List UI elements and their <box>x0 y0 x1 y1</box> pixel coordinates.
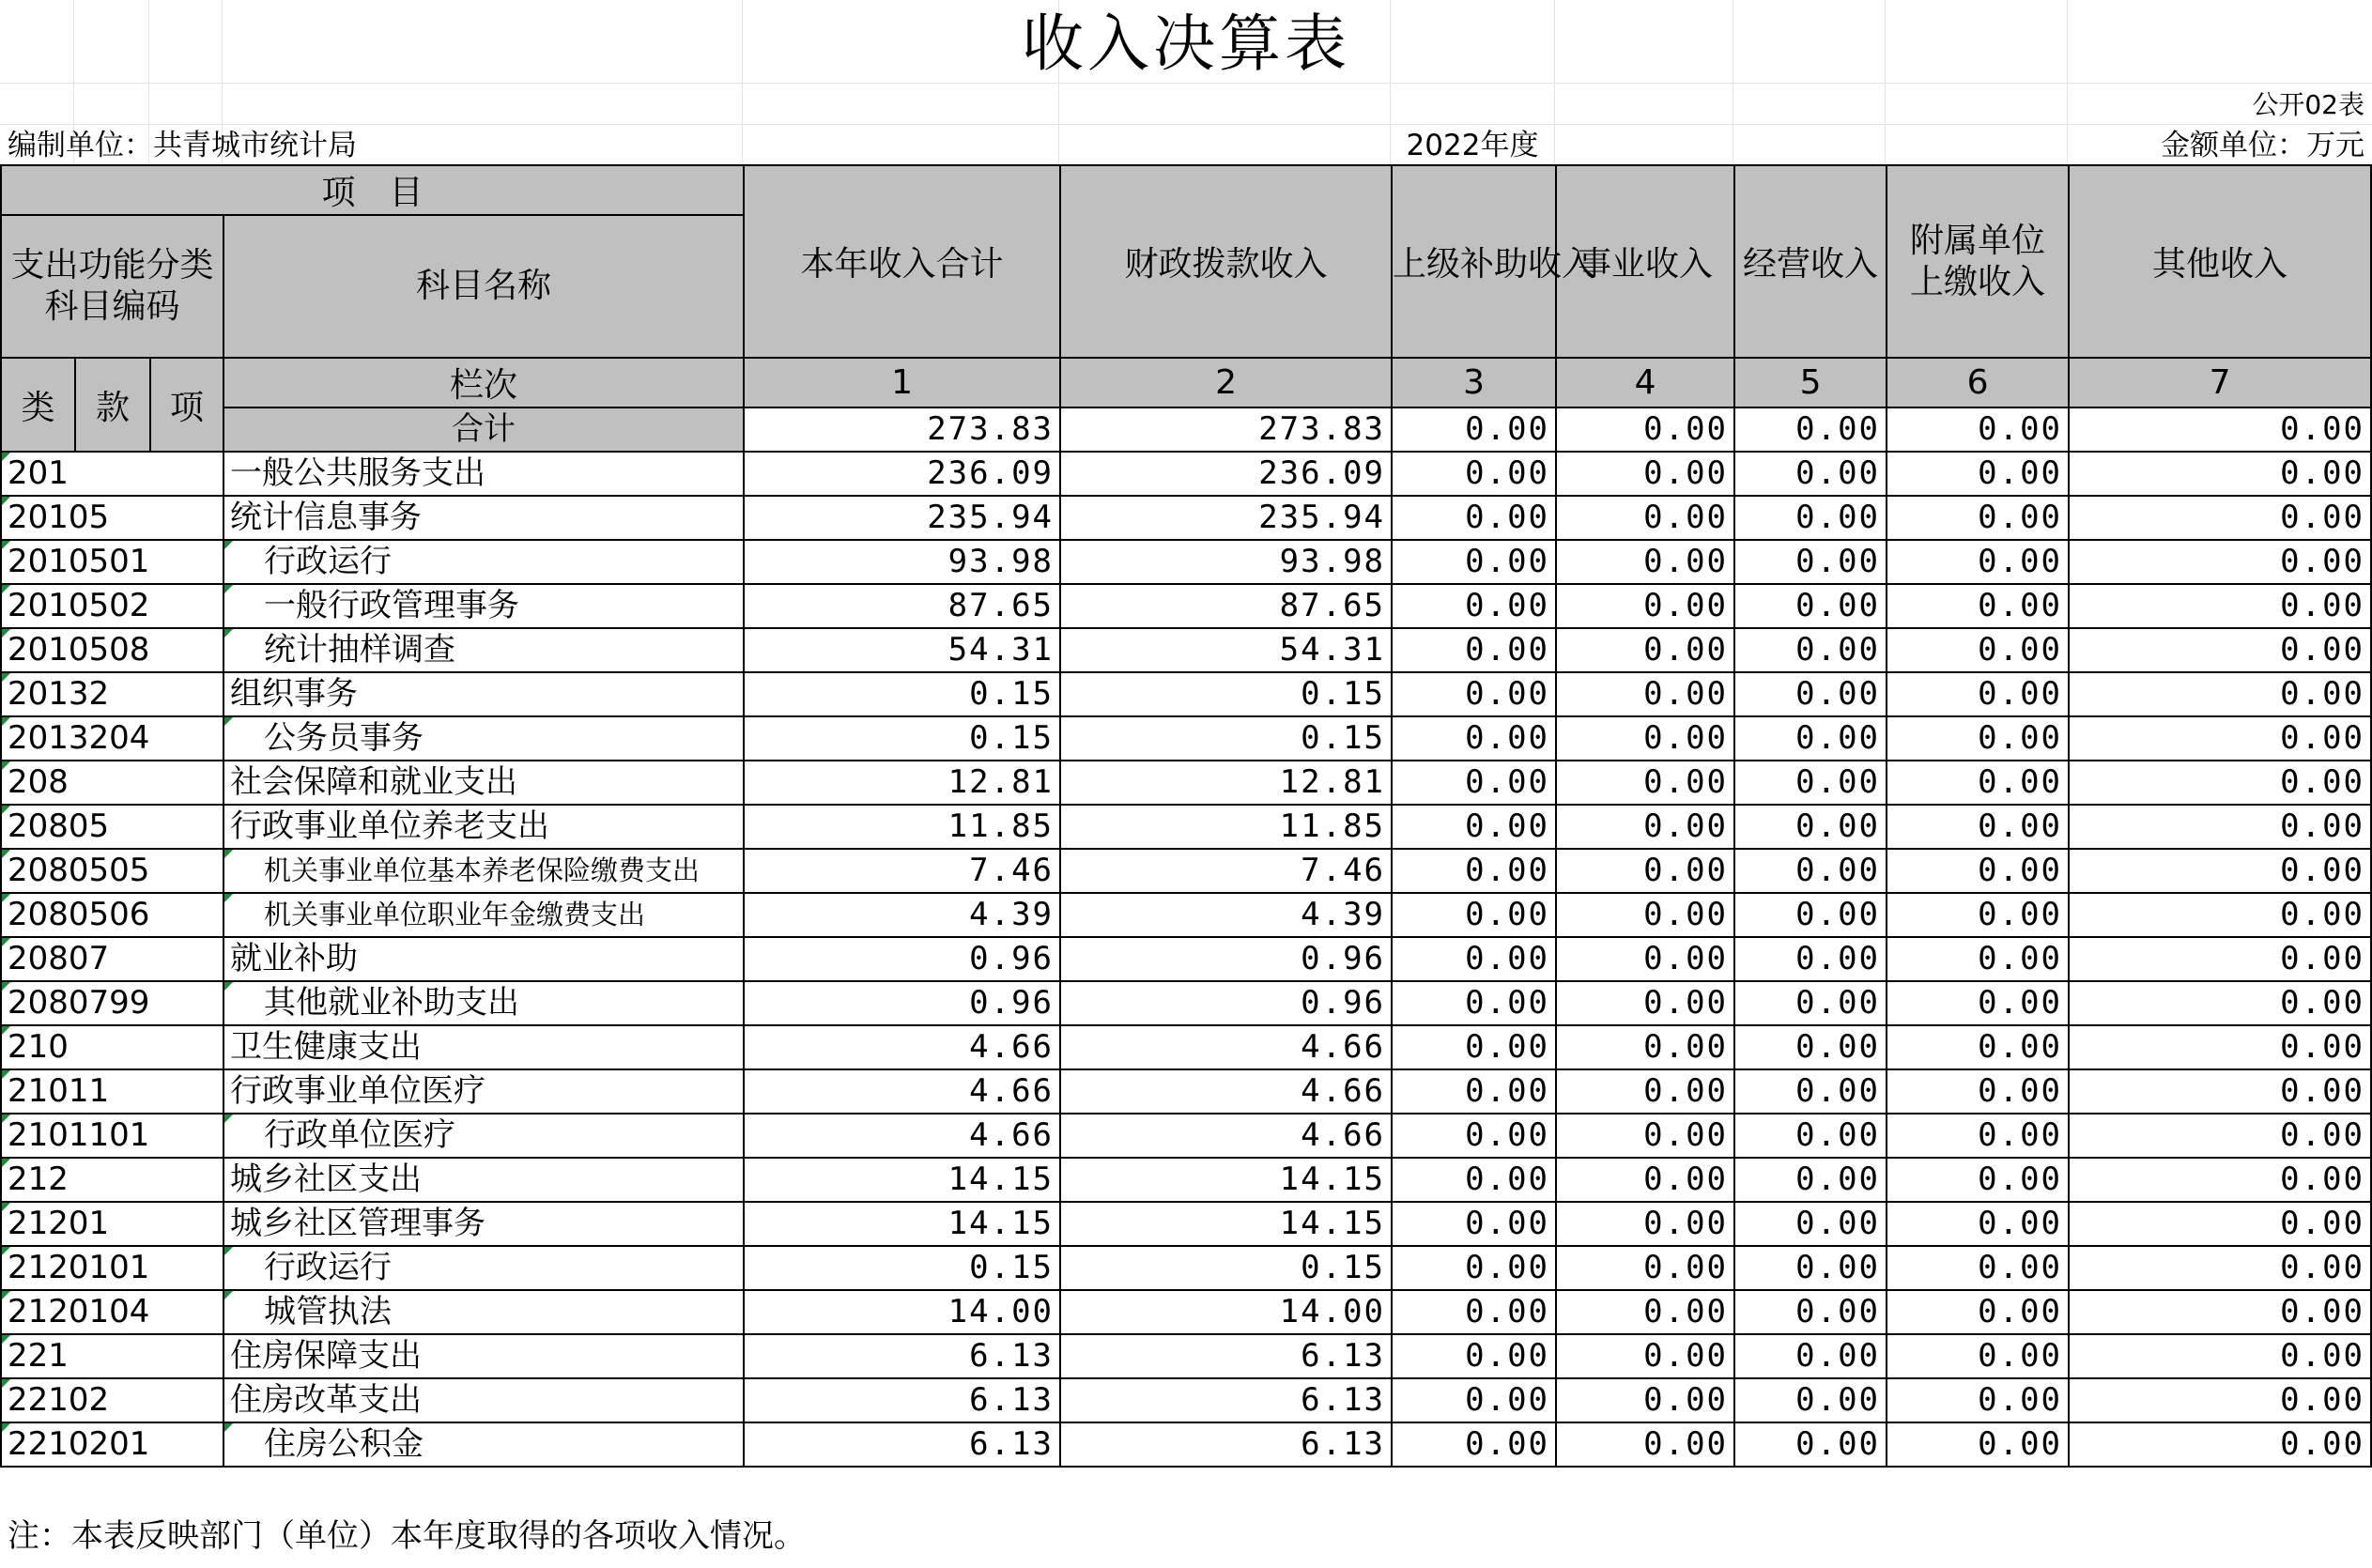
col-num-3: 3 <box>1392 358 1556 407</box>
row-value-col-4: 0.00 <box>1556 937 1734 981</box>
row-value-col-6: 0.00 <box>1887 1378 2069 1422</box>
row-value-col-1: 0.15 <box>744 1246 1060 1290</box>
row-code: 2010501 <box>1 540 223 584</box>
row-value-col-6: 0.00 <box>1887 672 2069 716</box>
row-value-col-2: 4.66 <box>1060 1025 1392 1069</box>
table-row <box>1 893 2371 937</box>
row-value-col-7: 0.00 <box>2069 805 2371 849</box>
row-value-col-1: 14.00 <box>744 1290 1060 1334</box>
header-lei: 类 <box>1 358 75 452</box>
row-subject-name: 卫生健康支出 <box>223 1025 744 1069</box>
row-value-col-5: 0.00 <box>1734 981 1887 1025</box>
row-value-col-7: 0.00 <box>2069 849 2371 893</box>
row-value-col-3: 0.00 <box>1392 1378 1556 1422</box>
table-row <box>1 452 2371 496</box>
row-value-col-6: 0.00 <box>1887 628 2069 672</box>
table-row <box>1 1246 2371 1290</box>
table-row <box>1 716 2371 761</box>
row-value-col-4: 0.00 <box>1556 805 1734 849</box>
row-subject-name: 组织事务 <box>223 672 744 716</box>
table-row <box>1 805 2371 849</box>
row-value-col-3: 0.00 <box>1392 496 1556 540</box>
row-subject-name: 统计信息事务 <box>223 496 744 540</box>
header-col-5: 经营收入 <box>1734 165 1887 358</box>
row-value-col-4: 0.00 <box>1556 981 1734 1025</box>
table-row <box>1 1158 2371 1202</box>
row-value-col-2: 12.81 <box>1060 761 1392 805</box>
row-code: 21201 <box>1 1202 223 1246</box>
row-value-col-2: 93.98 <box>1060 540 1392 584</box>
row-value-col-3: 0.00 <box>1392 540 1556 584</box>
row-value-col-7: 0.00 <box>2069 496 2371 540</box>
row-value-col-4: 0.00 <box>1556 452 1734 496</box>
header-xiang: 项 <box>150 358 223 452</box>
income-table <box>0 164 2372 1468</box>
row-subject-name: 机关事业单位基本养老保险缴费支出 <box>223 849 744 893</box>
row-code: 221 <box>1 1334 223 1378</box>
row-value-col-3: 0.00 <box>1392 1422 1556 1467</box>
table-body <box>1 452 2371 1467</box>
row-code: 20132 <box>1 672 223 716</box>
row-value-col-3: 0.00 <box>1392 716 1556 761</box>
row-value-col-1: 7.46 <box>744 849 1060 893</box>
row-value-col-6: 0.00 <box>1887 1069 2069 1114</box>
table-row <box>1 1334 2371 1378</box>
row-value-col-1: 11.85 <box>744 805 1060 849</box>
row-value-col-2: 14.15 <box>1060 1158 1392 1202</box>
row-code: 2010502 <box>1 584 223 628</box>
row-value-col-5: 0.00 <box>1734 849 1887 893</box>
row-value-col-5: 0.00 <box>1734 1378 1887 1422</box>
row-value-col-2: 235.94 <box>1060 496 1392 540</box>
row-value-col-5: 0.00 <box>1734 1422 1887 1467</box>
row-value-col-7: 0.00 <box>2069 1025 2371 1069</box>
row-value-col-6: 0.00 <box>1887 1422 2069 1467</box>
row-value-col-3: 0.00 <box>1392 1246 1556 1290</box>
row-value-col-3: 0.00 <box>1392 805 1556 849</box>
row-value-col-3: 0.00 <box>1392 584 1556 628</box>
row-value-col-7: 0.00 <box>2069 1422 2371 1467</box>
row-code: 210 <box>1 1025 223 1069</box>
row-value-col-7: 0.00 <box>2069 452 2371 496</box>
row-value-col-2: 6.13 <box>1060 1378 1392 1422</box>
row-value-col-2: 236.09 <box>1060 452 1392 496</box>
row-value-col-5: 0.00 <box>1734 1158 1887 1202</box>
header-col-3: 上级补助收入 <box>1393 245 1596 284</box>
header-total: 合计 <box>223 407 744 452</box>
row-value-col-2: 0.15 <box>1060 716 1392 761</box>
row-value-col-4: 0.00 <box>1556 893 1734 937</box>
row-value-col-4: 0.00 <box>1556 1422 1734 1467</box>
total-cell: 273.83 <box>1060 407 1392 452</box>
row-value-col-7: 0.00 <box>2069 893 2371 937</box>
col-num-1: 1 <box>744 358 1060 407</box>
row-code: 2080505 <box>1 849 223 893</box>
row-value-col-4: 0.00 <box>1556 1114 1734 1158</box>
row-value-col-7: 0.00 <box>2069 672 2371 716</box>
row-value-col-6: 0.00 <box>1887 1025 2069 1069</box>
row-value-col-3: 0.00 <box>1392 1202 1556 1246</box>
row-subject-name: 行政事业单位医疗 <box>223 1069 744 1114</box>
row-subject-name: 统计抽样调查 <box>223 628 744 672</box>
row-value-col-2: 14.15 <box>1060 1202 1392 1246</box>
row-value-col-5: 0.00 <box>1734 452 1887 496</box>
row-value-col-1: 0.15 <box>744 716 1060 761</box>
row-value-col-6: 0.00 <box>1887 716 2069 761</box>
row-value-col-3: 0.00 <box>1392 1334 1556 1378</box>
row-code: 20105 <box>1 496 223 540</box>
row-value-col-7: 0.00 <box>2069 1378 2371 1422</box>
header-code-group: 支出功能分类科目编码 <box>1 215 223 358</box>
row-value-col-1: 6.13 <box>744 1422 1060 1467</box>
row-value-col-5: 0.00 <box>1734 937 1887 981</box>
header-col-2: 财政拨款收入 <box>1060 165 1392 358</box>
row-value-col-2: 4.66 <box>1060 1114 1392 1158</box>
compiling-unit: 编制单位：共青城市统计局 <box>8 129 357 162</box>
row-subject-name: 城管执法 <box>223 1290 744 1334</box>
row-value-col-2: 0.96 <box>1060 937 1392 981</box>
row-value-col-6: 0.00 <box>1887 1158 2069 1202</box>
table-row <box>1 1202 2371 1246</box>
row-value-col-1: 12.81 <box>744 761 1060 805</box>
header-col-6: 附属单位上缴收入 <box>1887 165 2069 358</box>
row-value-col-3: 0.00 <box>1392 1114 1556 1158</box>
row-code: 2080799 <box>1 981 223 1025</box>
table-row <box>1 1069 2371 1114</box>
row-value-col-3: 0.00 <box>1392 1025 1556 1069</box>
row-value-col-1: 4.66 <box>744 1025 1060 1069</box>
total-cell: 0.00 <box>1887 407 2069 452</box>
row-value-col-5: 0.00 <box>1734 540 1887 584</box>
row-subject-name: 一般行政管理事务 <box>223 584 744 628</box>
table-row <box>1 1114 2371 1158</box>
header-col-7: 其他收入 <box>2069 165 2371 358</box>
row-value-col-2: 7.46 <box>1060 849 1392 893</box>
row-value-col-4: 0.00 <box>1556 716 1734 761</box>
row-code: 201 <box>1 452 223 496</box>
row-code: 212 <box>1 1158 223 1202</box>
row-value-col-7: 0.00 <box>2069 628 2371 672</box>
row-value-col-6: 0.00 <box>1887 805 2069 849</box>
row-value-col-5: 0.00 <box>1734 761 1887 805</box>
row-value-col-1: 87.65 <box>744 584 1060 628</box>
table-row <box>1 584 2371 628</box>
row-value-col-1: 236.09 <box>744 452 1060 496</box>
row-value-col-3: 0.00 <box>1392 672 1556 716</box>
row-subject-name: 行政事业单位养老支出 <box>223 805 744 849</box>
row-value-col-6: 0.00 <box>1887 584 2069 628</box>
row-subject-name: 行政单位医疗 <box>223 1114 744 1158</box>
row-subject-name: 住房公积金 <box>223 1422 744 1467</box>
row-value-col-5: 0.00 <box>1734 1202 1887 1246</box>
table-row <box>1 761 2371 805</box>
table-row <box>1 1025 2371 1069</box>
row-value-col-5: 0.00 <box>1734 1334 1887 1378</box>
row-value-col-4: 0.00 <box>1556 849 1734 893</box>
row-value-col-4: 0.00 <box>1556 1069 1734 1114</box>
col-num-5: 5 <box>1734 358 1887 407</box>
row-value-col-4: 0.00 <box>1556 761 1734 805</box>
total-cell: 0.00 <box>1556 407 1734 452</box>
row-value-col-6: 0.00 <box>1887 1114 2069 1158</box>
row-value-col-4: 0.00 <box>1556 1378 1734 1422</box>
row-value-col-7: 0.00 <box>2069 1158 2371 1202</box>
row-value-col-6: 0.00 <box>1887 937 2069 981</box>
row-value-col-4: 0.00 <box>1556 584 1734 628</box>
row-value-col-5: 0.00 <box>1734 1069 1887 1114</box>
row-value-col-5: 0.00 <box>1734 672 1887 716</box>
row-value-col-4: 0.00 <box>1556 540 1734 584</box>
row-value-col-1: 0.96 <box>744 937 1060 981</box>
header-col-4: 事业收入 <box>1556 165 1734 358</box>
row-value-col-3: 0.00 <box>1392 981 1556 1025</box>
row-value-col-3: 0.00 <box>1392 893 1556 937</box>
row-subject-name: 住房改革支出 <box>223 1378 744 1422</box>
row-value-col-2: 6.13 <box>1060 1422 1392 1467</box>
row-value-col-4: 0.00 <box>1556 672 1734 716</box>
table-number: 公开02表 <box>2252 89 2364 120</box>
fiscal-year: 2022年度 <box>1406 129 1539 162</box>
table-row <box>1 540 2371 584</box>
row-code: 20805 <box>1 805 223 849</box>
row-value-col-7: 0.00 <box>2069 761 2371 805</box>
row-value-col-4: 0.00 <box>1556 1025 1734 1069</box>
row-value-col-4: 0.00 <box>1556 1290 1734 1334</box>
row-value-col-7: 0.00 <box>2069 1114 2371 1158</box>
row-subject-name: 公务员事务 <box>223 716 744 761</box>
row-value-col-6: 0.00 <box>1887 893 2069 937</box>
row-value-col-3: 0.00 <box>1392 1069 1556 1114</box>
row-value-col-6: 0.00 <box>1887 1290 2069 1334</box>
row-value-col-3: 0.00 <box>1392 452 1556 496</box>
row-value-col-1: 0.15 <box>744 672 1060 716</box>
row-subject-name: 就业补助 <box>223 937 744 981</box>
row-value-col-2: 11.85 <box>1060 805 1392 849</box>
table-row <box>1 1290 2371 1334</box>
row-value-col-4: 0.00 <box>1556 1246 1734 1290</box>
table-row <box>1 628 2371 672</box>
row-code: 2010508 <box>1 628 223 672</box>
row-value-col-6: 0.00 <box>1887 540 2069 584</box>
row-value-col-5: 0.00 <box>1734 716 1887 761</box>
row-value-col-7: 0.00 <box>2069 540 2371 584</box>
row-subject-name: 社会保障和就业支出 <box>223 761 744 805</box>
row-code: 21011 <box>1 1069 223 1114</box>
row-value-col-1: 4.66 <box>744 1114 1060 1158</box>
row-value-col-5: 0.00 <box>1734 628 1887 672</box>
row-value-col-7: 0.00 <box>2069 584 2371 628</box>
row-value-col-2: 14.00 <box>1060 1290 1392 1334</box>
row-value-col-1: 14.15 <box>744 1158 1060 1202</box>
table-row <box>1 1422 2371 1467</box>
row-subject-name: 行政运行 <box>223 540 744 584</box>
table-row <box>1 672 2371 716</box>
row-value-col-2: 0.15 <box>1060 672 1392 716</box>
row-subject-name: 住房保障支出 <box>223 1334 744 1378</box>
row-value-col-2: 0.15 <box>1060 1246 1392 1290</box>
col-num-2: 2 <box>1060 358 1392 407</box>
row-value-col-7: 0.00 <box>2069 937 2371 981</box>
row-value-col-5: 0.00 <box>1734 893 1887 937</box>
row-value-col-3: 0.00 <box>1392 849 1556 893</box>
row-subject-name: 其他就业补助支出 <box>223 981 744 1025</box>
row-value-col-5: 0.00 <box>1734 1290 1887 1334</box>
row-subject-name: 机关事业单位职业年金缴费支出 <box>223 893 744 937</box>
row-value-col-4: 0.00 <box>1556 1202 1734 1246</box>
row-value-col-7: 0.00 <box>2069 1334 2371 1378</box>
row-value-col-7: 0.00 <box>2069 1290 2371 1334</box>
col-num-4: 4 <box>1556 358 1734 407</box>
col-num-7: 7 <box>2069 358 2371 407</box>
row-code: 22102 <box>1 1378 223 1422</box>
row-value-col-7: 0.00 <box>2069 1069 2371 1114</box>
row-value-col-2: 0.96 <box>1060 981 1392 1025</box>
row-value-col-5: 0.00 <box>1734 1246 1887 1290</box>
row-value-col-2: 4.66 <box>1060 1069 1392 1114</box>
row-value-col-6: 0.00 <box>1887 1202 2069 1246</box>
row-value-col-3: 0.00 <box>1392 1290 1556 1334</box>
row-value-col-2: 4.39 <box>1060 893 1392 937</box>
row-value-col-4: 0.00 <box>1556 1334 1734 1378</box>
row-value-col-1: 6.13 <box>744 1334 1060 1378</box>
total-cell: 273.83 <box>744 407 1060 452</box>
table-row <box>1 981 2371 1025</box>
row-value-col-2: 6.13 <box>1060 1334 1392 1378</box>
col-num-6: 6 <box>1887 358 2069 407</box>
header-kuan: 款 <box>75 358 150 452</box>
row-value-col-4: 0.00 <box>1556 1158 1734 1202</box>
row-value-col-4: 0.00 <box>1556 628 1734 672</box>
row-value-col-6: 0.00 <box>1887 981 2069 1025</box>
header-col-1: 本年收入合计 <box>744 165 1060 358</box>
row-value-col-6: 0.00 <box>1887 761 2069 805</box>
table-row <box>1 496 2371 540</box>
row-code: 2013204 <box>1 716 223 761</box>
row-value-col-5: 0.00 <box>1734 1114 1887 1158</box>
row-value-col-1: 6.13 <box>744 1378 1060 1422</box>
row-subject-name: 城乡社区管理事务 <box>223 1202 744 1246</box>
table-row <box>1 849 2371 893</box>
header-item: 项 目 <box>1 165 744 215</box>
row-code: 2080506 <box>1 893 223 937</box>
header-subject-name: 科目名称 <box>223 215 744 358</box>
row-value-col-6: 0.00 <box>1887 1246 2069 1290</box>
row-value-col-5: 0.00 <box>1734 584 1887 628</box>
row-value-col-2: 54.31 <box>1060 628 1392 672</box>
table-row <box>1 937 2371 981</box>
row-value-col-2: 87.65 <box>1060 584 1392 628</box>
row-value-col-3: 0.00 <box>1392 628 1556 672</box>
total-cell: 0.00 <box>1392 407 1556 452</box>
row-value-col-1: 235.94 <box>744 496 1060 540</box>
row-value-col-1: 4.66 <box>744 1069 1060 1114</box>
total-cell: 0.00 <box>1734 407 1887 452</box>
row-code: 2120101 <box>1 1246 223 1290</box>
row-value-col-6: 0.00 <box>1887 1334 2069 1378</box>
table-row <box>1 1378 2371 1422</box>
row-value-col-3: 0.00 <box>1392 937 1556 981</box>
row-value-col-1: 54.31 <box>744 628 1060 672</box>
row-value-col-7: 0.00 <box>2069 1202 2371 1246</box>
footnote: 注：本表反映部门（单位）本年度取得的各项收入情况。 <box>8 1517 806 1555</box>
row-value-col-5: 0.00 <box>1734 805 1887 849</box>
row-code: 2101101 <box>1 1114 223 1158</box>
row-subject-name: 一般公共服务支出 <box>223 452 744 496</box>
row-value-col-3: 0.00 <box>1392 761 1556 805</box>
row-value-col-4: 0.00 <box>1556 496 1734 540</box>
row-value-col-7: 0.00 <box>2069 1246 2371 1290</box>
row-code: 208 <box>1 761 223 805</box>
row-value-col-6: 0.00 <box>1887 496 2069 540</box>
row-code: 2210201 <box>1 1422 223 1467</box>
row-subject-name: 城乡社区支出 <box>223 1158 744 1202</box>
row-code: 20807 <box>1 937 223 981</box>
row-code: 2120104 <box>1 1290 223 1334</box>
row-value-col-6: 0.00 <box>1887 452 2069 496</box>
row-subject-name: 行政运行 <box>223 1246 744 1290</box>
row-value-col-5: 0.00 <box>1734 496 1887 540</box>
total-cell: 0.00 <box>2069 407 2371 452</box>
row-value-col-7: 0.00 <box>2069 716 2371 761</box>
report-title: 收入决算表 <box>1022 8 1350 80</box>
row-value-col-1: 93.98 <box>744 540 1060 584</box>
row-value-col-5: 0.00 <box>1734 1025 1887 1069</box>
header-lanci: 栏次 <box>223 358 744 407</box>
row-value-col-1: 0.96 <box>744 981 1060 1025</box>
row-value-col-7: 0.00 <box>2069 981 2371 1025</box>
row-value-col-1: 4.39 <box>744 893 1060 937</box>
row-value-col-3: 0.00 <box>1392 1158 1556 1202</box>
amount-unit: 金额单位：万元 <box>2161 129 2364 162</box>
row-value-col-1: 14.15 <box>744 1202 1060 1246</box>
row-value-col-6: 0.00 <box>1887 849 2069 893</box>
